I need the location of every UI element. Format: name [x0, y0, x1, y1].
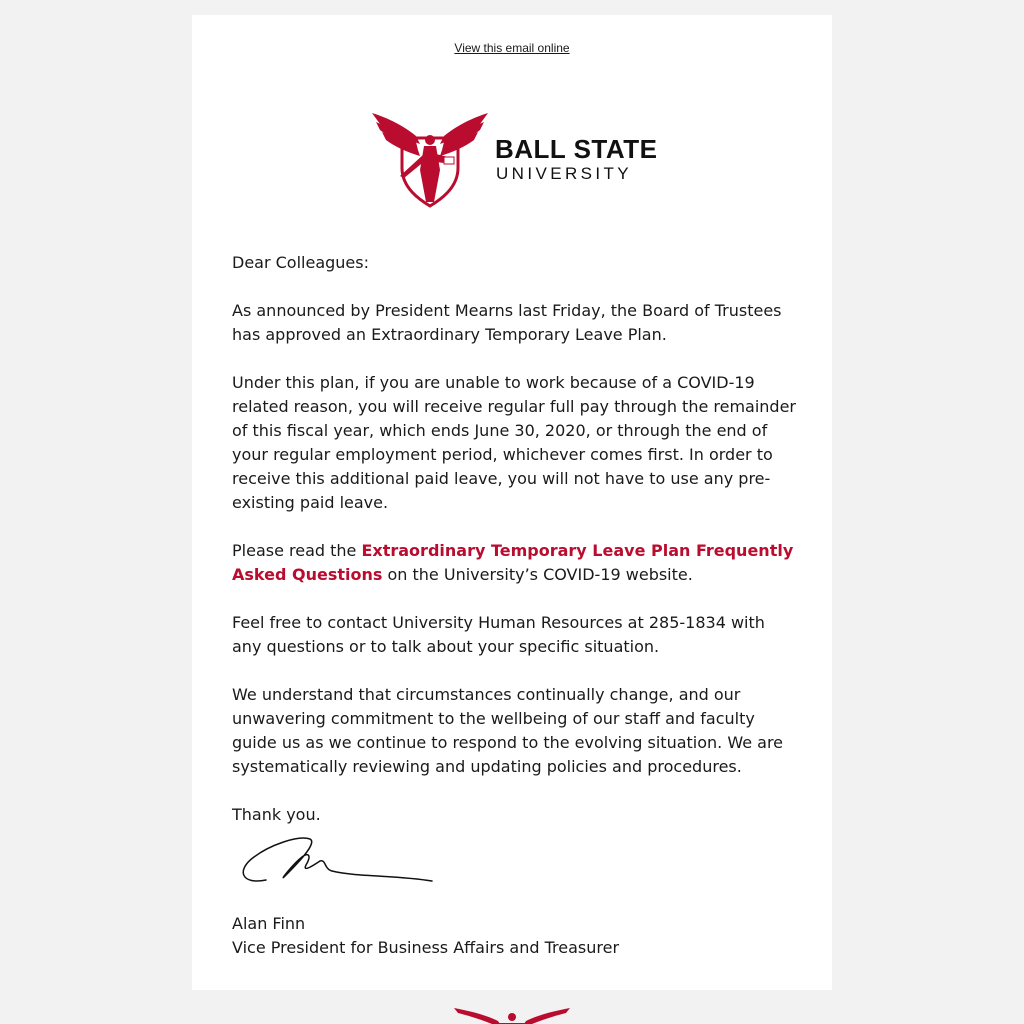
ball-state-logo[interactable] [370, 110, 658, 210]
paragraph-contact-hr: Feel free to contact University Human Resources at 285-1834 with any questions or to talk about your specific situation. [232, 613, 765, 656]
signer-block [232, 912, 792, 960]
greeting: Dear Colleagues: [232, 253, 369, 272]
email-card [192, 15, 832, 990]
paragraph-faq [232, 539, 797, 587]
beneficence-emblem-icon [370, 110, 490, 210]
logo-wordmark-ball-state: BALL STATE [495, 134, 658, 164]
signer-name: Alan Finn [232, 914, 306, 933]
paragraph-announcement: As announced by President Mearns last Friday, the Board of Trustees has approved an Extraordinary Temporary Leave Plan. [232, 301, 782, 344]
faq-lead-text: Please read the [232, 541, 362, 560]
letter-body [232, 251, 797, 851]
faq-link[interactable]: Extraordinary Temporary Leave Plan Frequently Asked Questions [232, 541, 794, 584]
signer-title: Vice President for Business Affairs and Treasurer [232, 938, 620, 957]
paragraph-commitment: We understand that circumstances continually change, and our unwavering commitment to the wellbeing of our staff and faculty guide us as we continue to respond to the evolving situation. We are systematically reviewing and updating policies and procedures. [232, 685, 784, 776]
logo-wordmark-university: UNIVERSITY [496, 164, 633, 183]
paragraph-plan-details: Under this plan, if you are unable to work because of a COVID-19 related reason, you will receive regular full pay through the remainder of this fiscal year, which ends June 30, 2020, or through the end of your regular employment period, whichever comes first. In order to receive this additional paid leave, you will not have to use any pre-existing paid leave. [232, 373, 797, 512]
footer-emblem-icon [452, 1005, 572, 1024]
view-online-link[interactable]: View this email online [454, 41, 570, 55]
closing: Thank you. [232, 805, 321, 824]
faq-trail-text: on the University’s COVID-19 website. [382, 565, 693, 584]
signature-icon [236, 825, 436, 895]
